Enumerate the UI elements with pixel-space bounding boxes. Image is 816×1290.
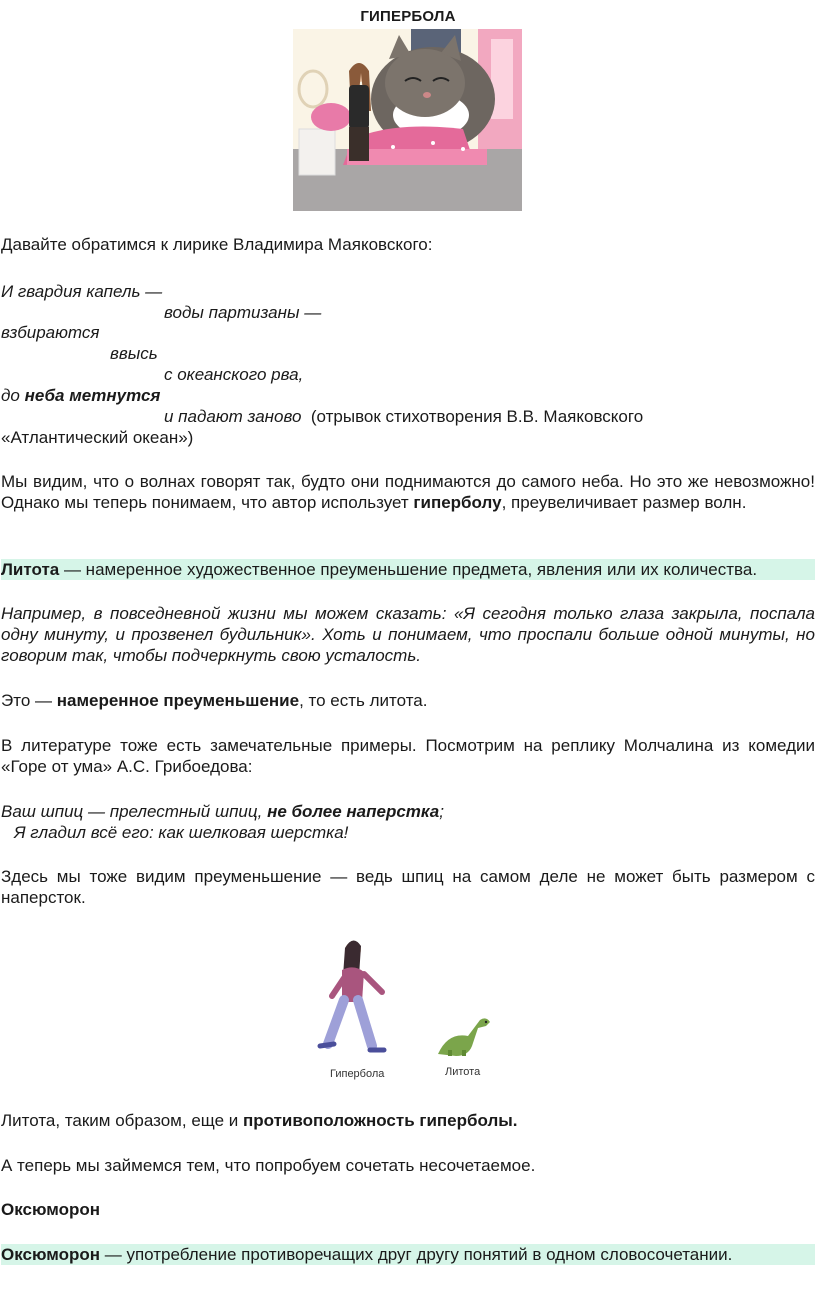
intro-text: Давайте обратимся к лирике Владимира Маяковского: [1,235,433,254]
cat-illustration [293,29,522,211]
this-is-pre: Это — [1,691,57,710]
poem2-line2: Я гладил всё его: как шелковая шерстка! [14,823,349,842]
oxymoron-term: Оксюморон [1,1245,101,1264]
poem1-line2: воды партизаны — [164,303,322,322]
this-is-post: , то есть литота. [299,691,428,710]
poem1-source2: «Атлантический океан») [1,428,194,447]
page-title: ГИПЕРБОЛА [360,8,456,25]
poem1-line5: с океанского рва, [164,365,304,384]
combine-paragraph: А теперь мы займемся тем, что попробуем сочетать несочетаемое. [1,1156,536,1175]
litota-definition [1,559,815,580]
poem1-line4: ввысь [110,344,158,363]
paragraph-hyperbole [1,471,815,513]
poem2-line1 [1,801,444,822]
caption-litota: Литота [445,1066,481,1078]
example-paragraph: Например, в повседневной жизни мы можем сказать: «Я сегодня только глаза закрыла, поспала одну минуту, и прозвенел будильник». Хоть и понимаем, что проспали больше одной минуты, но говорим так, чтобы подчеркнуть свою усталость. [1,604,815,665]
oxymoron-heading: Оксюморон [1,1200,101,1219]
oxymoron-text: — употребление противоречащих друг другу понятий в одном словосочетании. [100,1245,733,1264]
poem1-line3: взбираются [1,323,100,342]
this-is-bold: намеренное преуменьшение [56,691,300,710]
poem2-line1-pre: Ваш шпиц — прелестный шпиц, [1,802,268,821]
opposite-paragraph [1,1110,518,1131]
para4-pre: Литота, таким образом, еще и [1,1111,243,1130]
para1-text1: Мы видим, что о волнах говорят так, будто они поднимаются до самого неба. Но это же невозможно! Однако мы теперь понимаем, что автор использует [1,472,815,512]
litota-text: — намеренное художественное преуменьшение предмета, явления или их количества. [59,560,758,579]
poem1-line7-text: и падают заново [164,407,302,426]
litota-term: Литота [1,560,60,579]
para1-text2: , преувеличивает размер волн. [501,493,747,512]
poem2-line1-post: ; [439,802,444,821]
poem1-line7 [164,406,643,427]
spitz-paragraph: Здесь мы тоже видим преуменьшение — ведь шпиц на самом деле не может быть размером с наперсток. [1,867,815,907]
poem1-line6-pre: до [1,386,25,405]
oxymoron-definition [1,1244,815,1265]
para4-bold: противоположность гиперболы. [242,1111,518,1130]
literature-paragraph: В литературе тоже есть замечательные примеры. Посмотрим на реплику Молчалина из комедии «Горе от ума» А.С. Грибоедова: [1,736,815,776]
poem2-line1-bold: не более наперстка [267,802,440,821]
caption-hyperbole: Гипербола [330,1068,385,1080]
poem1-line6-bold: неба метнутся [24,386,161,405]
poem1-source1: (отрывок стихотворения В.В. Маяковского [310,407,644,426]
poem1-line1: И гвардия капель — [1,282,163,301]
poem1-line6 [1,385,160,406]
dinosaur-illustration [434,1016,496,1058]
this-is-paragraph [1,690,427,711]
para1-bold: гиперболу [413,493,502,512]
walking-girl-illustration [310,938,390,1060]
